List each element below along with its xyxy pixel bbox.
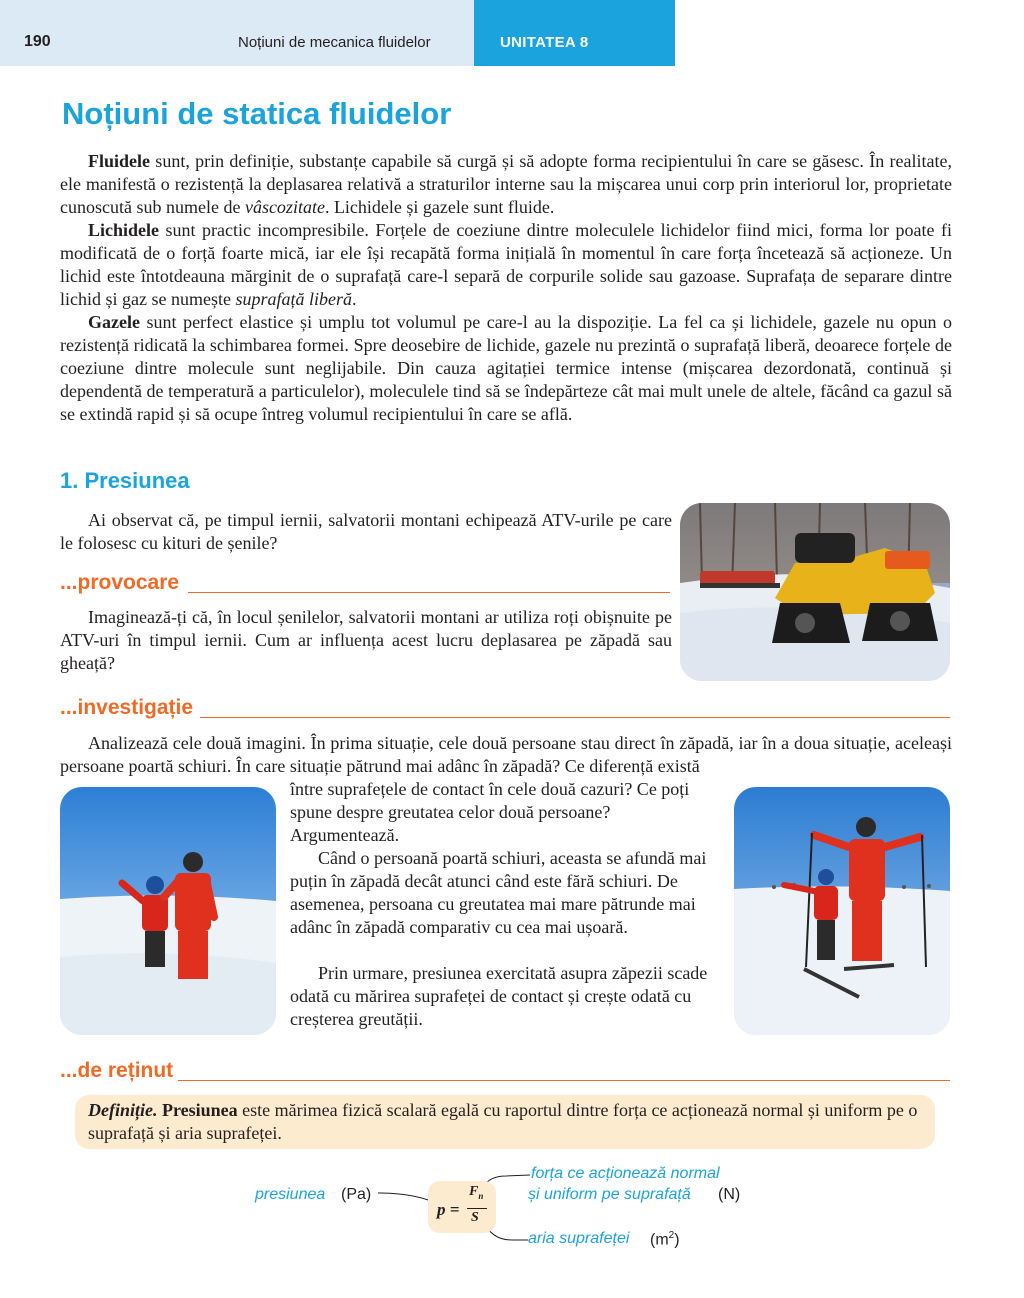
investigatie-text-3: Când o persoană poartă schiuri, aceasta se afundă mai puțin în zăpadă decât atunci când este fără schiuri. De asemenea, persoana cu greutatea mai mare pătrunde mai adânc în zăpadă comparativ cu cea mai ușoară. — [290, 848, 707, 937]
fraction-bar — [467, 1208, 487, 1209]
provocare-label: ...provocare — [60, 571, 180, 594]
retinut-label: ...de reținut — [60, 1059, 174, 1082]
pressure-label: presiunea — [255, 1186, 326, 1203]
atv-question: Ai observat că, pe timpul iernii, salvatorii montani echipează ATV-urile pe care le folosesc cu kituri de șenile? — [60, 510, 672, 553]
investigatie-text-2: între suprafețele de contact în cele două cazuri? Ce poți spune despre greutatea celor două persoane? Argumentează. — [290, 779, 690, 845]
force-label-line2: și uniform pe suprafață — [528, 1186, 691, 1203]
intro-paragraph-liquids: Lichidele sunt practic incompresibile. Forțele de coeziune dintre moleculele lichidelor fiind mici, forma lor poate fi modificată de o forță foarte mică, iar ele își recapătă forma inițială în momentul în care forța încetează să acționeze. Un lichid este întotdeauna mărginit de o suprafață care-l separă de corpurile solide sau gazoase. Suprafața de separare dintre lichid și gaz se numește suprafață liberă. — [60, 220, 952, 309]
force-label-line1: forța ce acționează normal — [531, 1165, 720, 1182]
page-title: Noțiuni de statica fluidelor — [62, 96, 452, 131]
formula-denominator: S — [471, 1210, 479, 1225]
investigatie-label: ...investigație — [60, 696, 194, 719]
formula-numerator: $F_n$ — [469, 1184, 484, 1201]
pressure-unit: (Pa) — [341, 1186, 372, 1203]
investigatie-text-4: Prin urmare, presiunea exercitată asupra zăpezii scade odată cu mărirea suprafeței de contact și crește odată cu creșterea greutății. — [290, 963, 708, 1029]
definition-text: Definiție. Presiunea este mărimea fizică scalară egală cu raportul dintre forța ce acționează normal și uniform pe o suprafață și aria suprafeței. — [88, 1100, 918, 1143]
intro-paragraph-fluids: Fluidele sunt, prin definiție, substanțe capabile să curgă și să adopte forma recipientului în care se găsesc. În realitate, ele manifestă o rezistență la deplasarea relativă a straturilor interne sau la mișcarea unui corp prin interiorul lor, proprietate cunoscută sub numele de vâscozitate. Lichidele și gazele sunt fluide. — [60, 151, 952, 217]
area-unit: $(m^2)$ — [650, 1230, 680, 1249]
force-unit: (N) — [718, 1186, 741, 1203]
intro-paragraph-gases: Gazele sunt perfect elastice și umplu tot volumul pe care-l au la dispoziție. La fel ca și lichidele, gazele nu opun o rezistență ridicată la schimbarea formei. Spre deosebire de lichide, gazele nu prezintă o suprafață liberă, deoarece forțele de coeziune dintre molecule sunt neglijabile. Din cauza agitației termice intense (mișcarea dezordonată, continuă și dependentă de temperatură a particulelor), moleculele tind să se îndepărteze cât mai mult unele de altele, făcând ca gazul să se extindă rapid și să ocupe întreg volumul recipientului în care se află. — [60, 312, 952, 424]
unit-label: UNITATEA 8 — [500, 34, 589, 51]
page-number: 190 — [24, 33, 51, 50]
section-title: 1. Presiunea — [60, 468, 190, 493]
area-label: aria suprafeței — [528, 1230, 630, 1247]
chapter-title: Noțiuni de mecanica fluidelor — [238, 34, 431, 51]
investigatie-text-1: Analizează cele două imagini. În prima situație, cele două persoane stau direct în zăpadă, iar în a doua situație, aceleași persoane poartă schiuri. În care situație pătrund mai adânc în zăpadă? Ce diferență există — [60, 733, 952, 776]
formula-lhs: p = — [437, 1200, 460, 1219]
provocare-text: Imaginează-ți că, în locul șenilelor, salvatorii montani ar utiliza roți obișnuite pe ATV-uri în timpul iernii. Cum ar influența acest lucru deplasarea pe zăpadă sau gheață? — [60, 607, 672, 673]
